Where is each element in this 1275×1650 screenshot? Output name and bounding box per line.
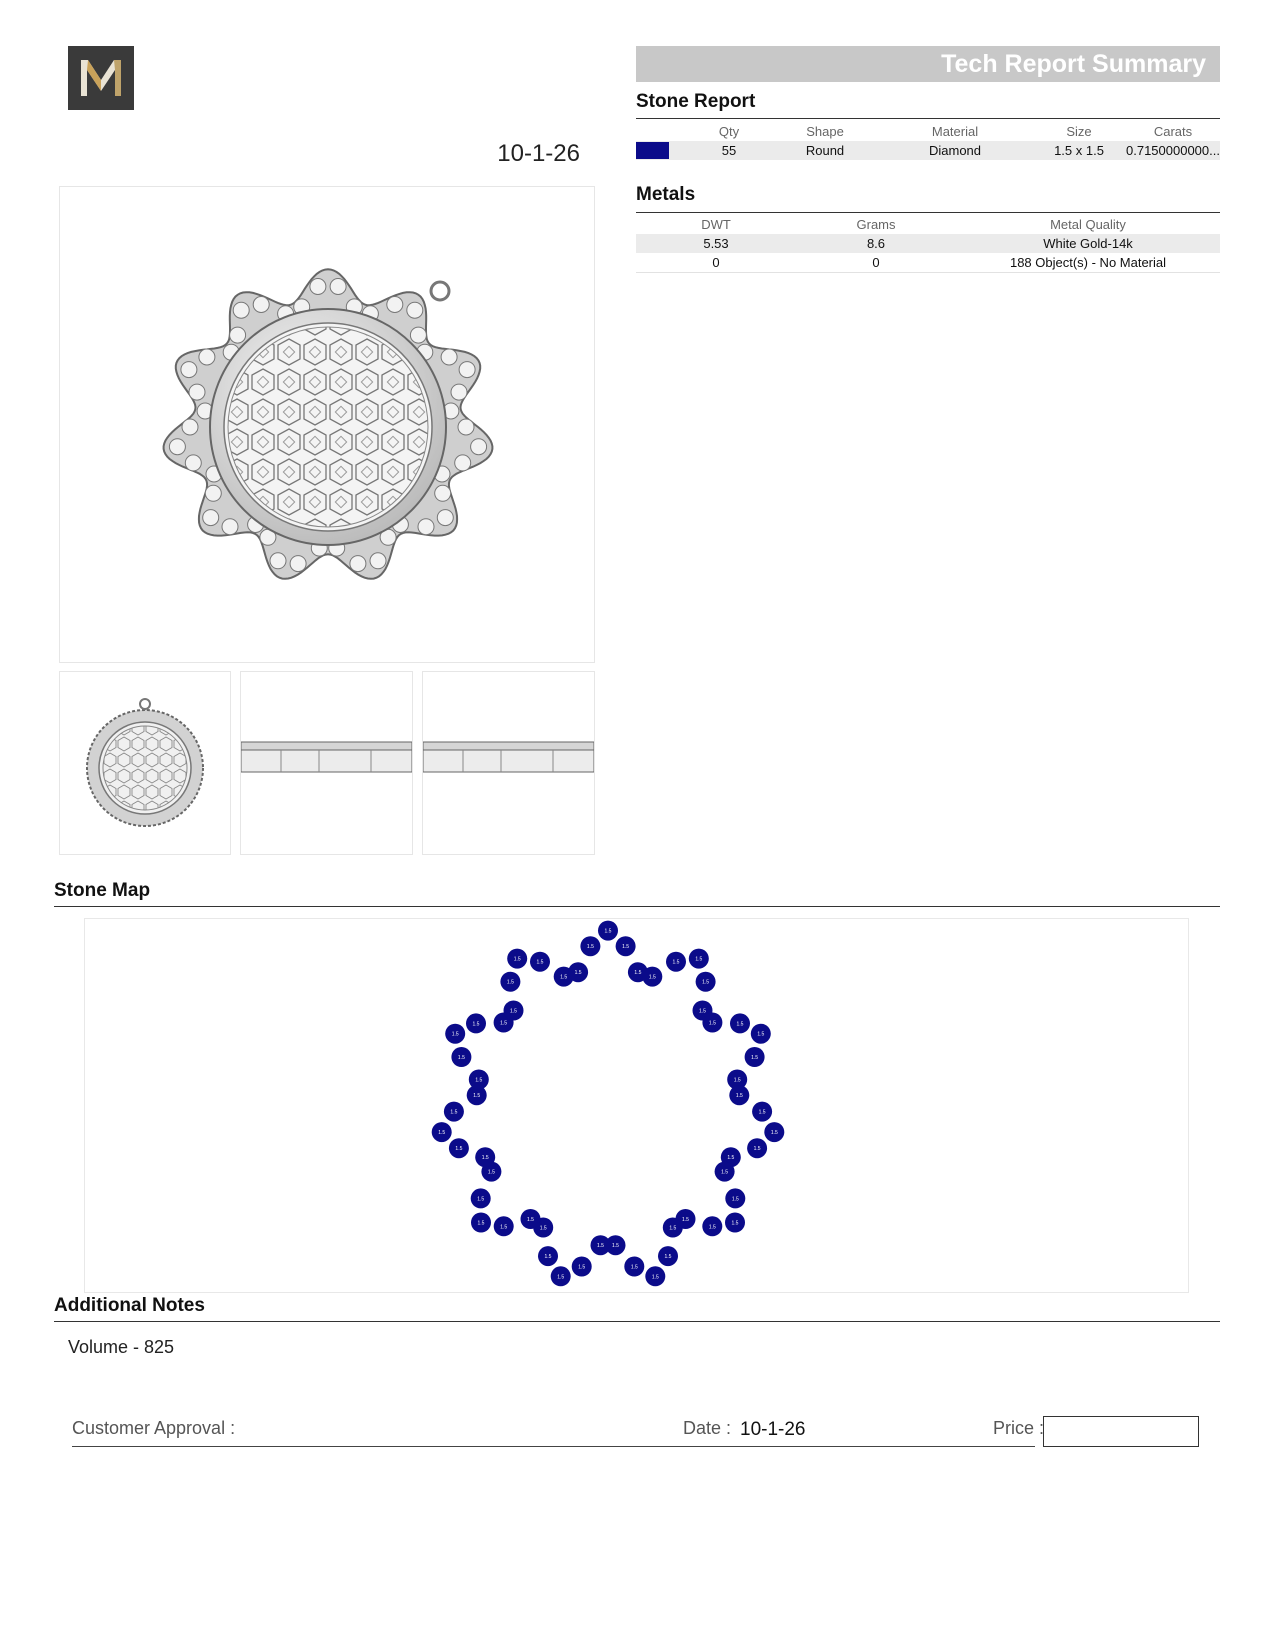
stone-marker-label: 1.5 — [487, 1169, 495, 1176]
stone-marker — [747, 1138, 767, 1158]
stone-marker-label: 1.5 — [481, 1155, 489, 1162]
stone-report-title: Stone Report — [636, 91, 756, 112]
metals-row — [636, 253, 1220, 273]
front-view-thumbnail — [59, 671, 231, 855]
stone-marker — [663, 1218, 683, 1238]
bead — [407, 302, 423, 318]
metals-row — [636, 234, 1220, 253]
stone-marker-label: 1.5 — [450, 1109, 458, 1116]
stone-marker-label: 1.5 — [731, 1196, 739, 1203]
notes-rule — [54, 1321, 1220, 1322]
stone-marker — [432, 1122, 452, 1142]
stone-map-diagram — [85, 919, 1188, 1292]
stone-marker-label: 1.5 — [477, 1220, 485, 1227]
stone-marker — [466, 1013, 486, 1033]
price-label: Price : — [993, 1418, 1045, 1438]
stone-marker — [551, 1266, 571, 1286]
stone-marker-label: 1.5 — [664, 1254, 672, 1261]
bead — [455, 455, 471, 471]
stone-marker — [745, 1047, 765, 1067]
metals-grams: 8.6 — [796, 234, 956, 253]
stone-marker-label: 1.5 — [472, 1021, 480, 1028]
metals-grams-header: Grams — [856, 216, 896, 232]
stone-swatch-header — [636, 121, 686, 141]
pendant-front-image — [60, 672, 230, 854]
stone-size-header: Size — [1066, 123, 1092, 139]
bead — [387, 297, 403, 313]
stone-marker-label: 1.5 — [708, 1020, 716, 1027]
stone-marker — [521, 1209, 541, 1229]
stone-marker — [642, 967, 662, 987]
stone-marker-label: 1.5 — [672, 959, 680, 966]
stone-material-header: Material — [931, 123, 979, 139]
metals-quality-header: Metal Quality — [1050, 216, 1126, 232]
metals-table — [636, 214, 1220, 273]
stone-marker-label: 1.5 — [513, 956, 521, 963]
header-date: 10-1-26 — [497, 140, 580, 167]
approval-signature-line[interactable] — [72, 1446, 1035, 1447]
stone-marker — [449, 1138, 469, 1158]
stone-map-panel — [84, 918, 1189, 1293]
stone-material: Diamond — [878, 141, 1032, 160]
stone-marker-label: 1.5 — [500, 1020, 508, 1027]
stone-marker-label: 1.5 — [597, 1243, 604, 1250]
bead — [185, 455, 201, 471]
stone-report-rule — [636, 118, 1220, 119]
stone-shape-header: Shape — [806, 123, 844, 139]
stone-marker — [696, 972, 716, 992]
bead — [458, 419, 474, 435]
stone-marker — [658, 1246, 678, 1266]
bead — [230, 327, 246, 343]
bead — [199, 349, 215, 365]
stone-carats: 0.7150000000... — [1126, 143, 1220, 158]
bead — [205, 485, 221, 501]
metals-rule — [636, 212, 1220, 213]
stone-marker — [538, 1246, 558, 1266]
stone-marker-label: 1.5 — [477, 1196, 485, 1203]
stone-marker-label: 1.5 — [770, 1130, 778, 1137]
stone-marker — [568, 962, 588, 982]
stone-marker-label: 1.5 — [539, 1225, 547, 1232]
stone-marker — [500, 972, 520, 992]
stone-marker-label: 1.5 — [721, 1169, 729, 1176]
stone-marker — [471, 1213, 491, 1233]
metals-dwt-header: DWT — [701, 216, 731, 232]
stone-marker — [689, 949, 709, 969]
bead — [233, 302, 249, 318]
metals-quality: White Gold-14k — [956, 234, 1220, 253]
stone-marker-label: 1.5 — [733, 1077, 741, 1084]
bead — [459, 362, 475, 378]
bead — [253, 297, 269, 313]
stone-marker-label: 1.5 — [455, 1146, 463, 1153]
report-title-bar — [636, 46, 1220, 82]
metals-quality: 188 Object(s) - No Material — [956, 253, 1220, 273]
approval-date-value: 10-1-26 — [740, 1419, 806, 1440]
stone-marker — [471, 1188, 491, 1208]
price-field[interactable] — [1043, 1416, 1199, 1447]
stone-qty: 55 — [686, 141, 772, 160]
company-logo — [68, 46, 134, 110]
stone-marker-label: 1.5 — [586, 944, 594, 951]
stone-marker-label: 1.5 — [544, 1254, 552, 1261]
stone-marker — [764, 1122, 784, 1142]
stone-size: 1.5 x 1.5 — [1032, 141, 1126, 160]
pendant-side-image — [241, 672, 412, 854]
stone-marker-label: 1.5 — [560, 974, 568, 981]
stone-marker — [715, 1162, 735, 1182]
stone-marker-label: 1.5 — [727, 1155, 735, 1162]
report-title: Tech Report Summary — [941, 50, 1206, 78]
stone-marker-label: 1.5 — [753, 1146, 761, 1153]
stone-marker — [729, 1085, 749, 1105]
stone-swatch-cell — [636, 141, 686, 160]
stone-map-title: Stone Map — [54, 880, 151, 901]
pendant-perspective-image — [60, 187, 594, 662]
stone-marker — [624, 1257, 644, 1277]
stone-carats-header: Carats — [1153, 123, 1193, 139]
stone-marker-label: 1.5 — [557, 1274, 565, 1281]
bead — [182, 419, 198, 435]
customer-approval-label: Customer Approval : — [72, 1418, 236, 1438]
bead — [203, 510, 219, 526]
stone-marker — [666, 952, 686, 972]
stone-marker-label: 1.5 — [758, 1109, 766, 1116]
stone-marker-label: 1.5 — [527, 1217, 534, 1223]
bead — [437, 510, 453, 526]
stone-marker — [507, 949, 527, 969]
bead — [350, 556, 366, 572]
stone-marker — [645, 1266, 665, 1286]
stone-marker — [572, 1257, 592, 1277]
notes-title: Additional Notes — [54, 1295, 205, 1316]
bead — [435, 485, 451, 501]
stone-marker — [725, 1213, 745, 1233]
stone-marker — [730, 1013, 750, 1033]
stone-marker — [591, 1235, 611, 1255]
stone-marker-label: 1.5 — [510, 1008, 517, 1015]
stone-map-rule — [54, 906, 1220, 907]
stone-marker-label: 1.5 — [574, 970, 582, 977]
stone-marker-label: 1.5 — [751, 1055, 759, 1061]
stone-marker — [616, 936, 636, 956]
stone-marker-label: 1.5 — [708, 1224, 716, 1231]
stone-marker — [752, 1102, 772, 1122]
metals-title: Metals — [636, 184, 696, 205]
stone-report-row — [636, 141, 1220, 160]
bead — [451, 384, 467, 400]
stone-marker-label: 1.5 — [731, 1220, 739, 1227]
stone-marker — [445, 1024, 465, 1044]
bead — [418, 519, 434, 535]
bead — [310, 279, 326, 295]
bead — [181, 362, 197, 378]
approval-date-label: Date : — [683, 1418, 732, 1438]
stone-marker — [702, 1013, 722, 1033]
stone-marker-label: 1.5 — [473, 1093, 481, 1100]
bead — [471, 439, 487, 455]
stone-marker — [702, 1216, 722, 1236]
stone-marker-label: 1.5 — [457, 1055, 465, 1061]
stone-marker-label: 1.5 — [682, 1217, 689, 1223]
metals-grams: 0 — [796, 253, 956, 273]
stone-color-swatch — [636, 142, 669, 159]
bead — [189, 384, 205, 400]
stone-marker-label: 1.5 — [506, 979, 514, 986]
stone-marker — [751, 1024, 771, 1044]
stone-marker-label: 1.5 — [630, 1264, 638, 1271]
bead — [290, 556, 306, 572]
stone-marker — [504, 1001, 524, 1021]
bead — [169, 439, 185, 455]
bead — [441, 349, 457, 365]
stone-marker-label: 1.5 — [669, 1225, 677, 1232]
metals-dwt: 0 — [636, 253, 796, 273]
stone-marker — [725, 1188, 745, 1208]
bead — [370, 553, 386, 569]
stone-marker-label: 1.5 — [699, 1008, 706, 1015]
stone-marker-label: 1.5 — [735, 1093, 743, 1100]
metals-dwt: 5.53 — [636, 234, 796, 253]
stone-marker — [451, 1047, 471, 1067]
stone-qty-header: Qty — [718, 123, 740, 139]
stone-marker — [475, 1147, 495, 1167]
metals-header-row — [636, 214, 1220, 234]
stone-marker-label: 1.5 — [438, 1130, 446, 1137]
stone-marker — [469, 1070, 489, 1090]
stone-marker — [580, 936, 600, 956]
side-view-thumbnail — [422, 671, 595, 855]
stone-marker-label: 1.5 — [612, 1243, 619, 1250]
stone-marker-label: 1.5 — [622, 944, 630, 951]
stone-marker-label: 1.5 — [695, 956, 703, 963]
stone-marker-label: 1.5 — [651, 1274, 659, 1281]
stone-shape: Round — [772, 141, 878, 160]
stone-marker-label: 1.5 — [702, 979, 710, 986]
stone-marker-label: 1.5 — [648, 974, 656, 981]
pendant-side-image — [423, 672, 594, 854]
stone-marker-label: 1.5 — [536, 959, 544, 966]
bead — [410, 327, 426, 343]
stone-marker-label: 1.5 — [475, 1077, 483, 1084]
stone-marker-label: 1.5 — [500, 1224, 508, 1231]
stone-marker-label: 1.5 — [451, 1031, 459, 1038]
stone-marker-label: 1.5 — [757, 1031, 765, 1038]
stone-report-table — [636, 121, 1220, 160]
main-render-view — [59, 186, 595, 663]
stone-marker — [530, 952, 550, 972]
notes-text: Volume - 825 — [68, 1337, 175, 1357]
stone-marker-label: 1.5 — [634, 970, 642, 977]
stone-marker — [494, 1216, 514, 1236]
logo-m-icon — [68, 46, 134, 110]
bead — [222, 519, 238, 535]
stone-marker-label: 1.5 — [604, 928, 612, 935]
stone-marker-label: 1.5 — [736, 1021, 744, 1028]
side-view-thumbnail — [240, 671, 413, 855]
stone-marker — [444, 1102, 464, 1122]
stone-report-header-row — [636, 121, 1220, 141]
bead — [330, 279, 346, 295]
stone-marker — [598, 921, 618, 941]
stone-marker-label: 1.5 — [578, 1264, 586, 1271]
bead — [270, 553, 286, 569]
